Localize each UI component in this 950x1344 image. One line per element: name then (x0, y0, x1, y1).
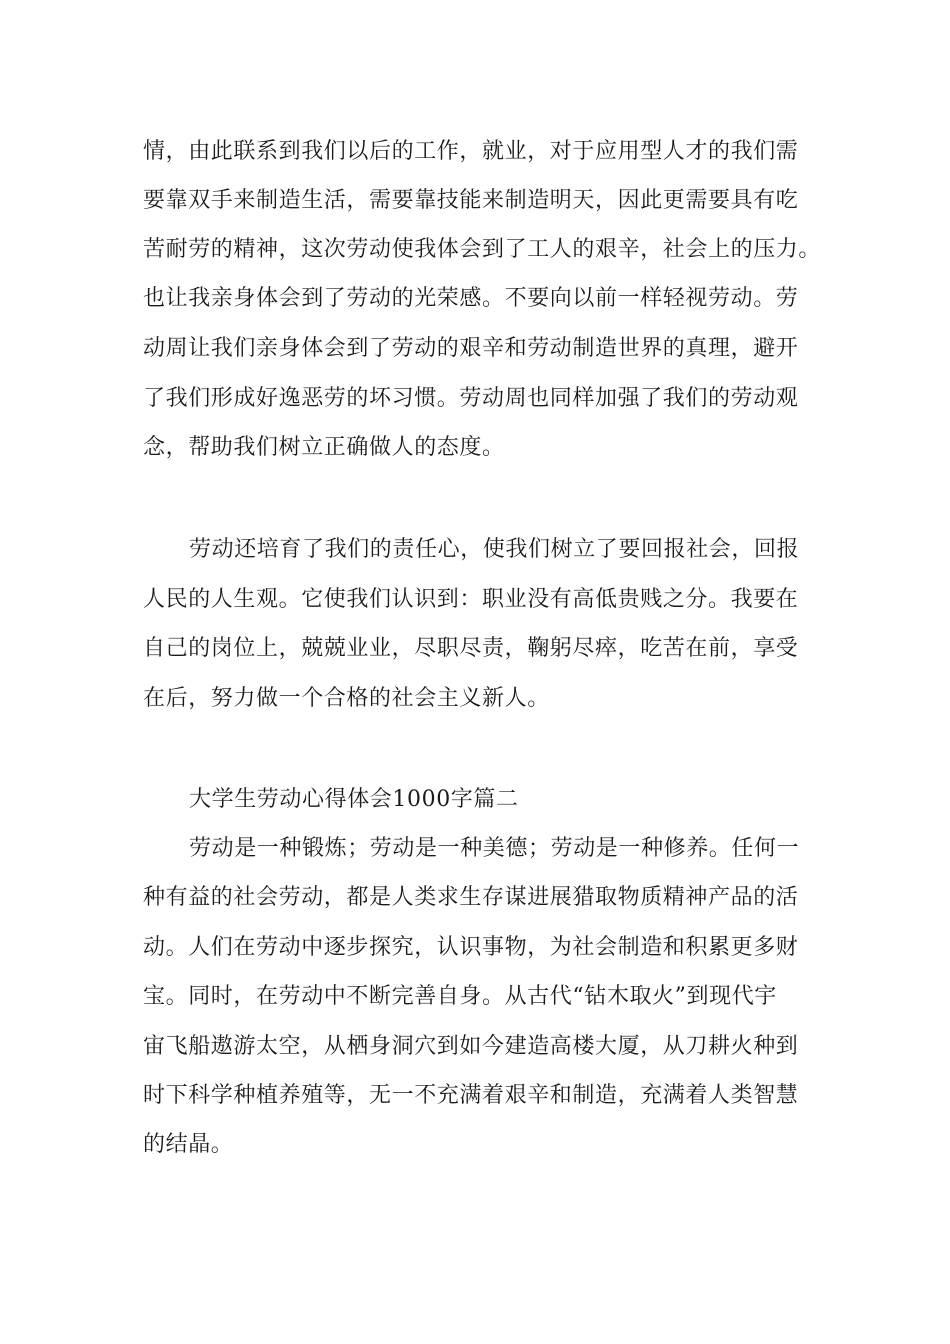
text-line: 在后，努力做一个合格的社会主义新人。 (143, 686, 550, 711)
text-line: 时下科学种植养殖等，无一不充满着艰辛和制造，充满着人类智慧 (143, 1083, 799, 1108)
text-line: 宝。同时，在劳动中不断完善自身。从古代“钻木取火”到现代宇 (143, 984, 777, 1009)
text-line: 要靠双手来制造生活，需要靠技能来制造明天，因此更需要具有吃 (143, 188, 799, 213)
text-line: 情，由此联系到我们以后的工作，就业，对于应用型人才的我们需 (143, 139, 799, 164)
text-line: 念，帮助我们树立正确做人的态度。 (143, 435, 505, 460)
text-line: 动周让我们亲身体会到了劳动的艰辛和劳动制造世界的真理，避开 (143, 336, 799, 361)
text-line: 的结晶。 (143, 1132, 234, 1157)
text-line: 劳动是一种锻炼；劳动是一种美德；劳动是一种修养。任何一 (189, 836, 800, 861)
text-line: 人民的人生观。它使我们认识到：职业没有高低贵贱之分。我要在 (143, 587, 799, 612)
text-line: 宙飞船遨游太空，从栖身洞穴到如今建造高楼大厦，从刀耕火种到 (143, 1034, 799, 1059)
text-line: 也让我亲身体会到了劳动的光荣感。不要向以前一样轻视劳动。劳 (143, 286, 799, 311)
text-line: 了我们形成好逸恶劳的坏习惯。劳动周也同样加强了我们的劳动观 (143, 386, 799, 411)
text-line: 劳动还培育了我们的责任心，使我们树立了要回报社会，回报 (189, 537, 800, 562)
text-line: 动。人们在劳动中逐步探究，认识事物，为社会制造和积累更多财 (143, 935, 799, 960)
text-line: 自己的岗位上，兢兢业业，尽职尽责，鞠躬尽瘁，吃苦在前，享受 (143, 636, 799, 661)
text-line: 种有益的社会劳动，都是人类求生存谋进展猎取物质精神产品的活 (143, 885, 799, 910)
section-heading: 大学生劳动心得体会1000字篇二 (189, 787, 519, 812)
text-line: 苦耐劳的精神，这次劳动使我体会到了工人的艰辛，社会上的压力。 (143, 237, 822, 262)
